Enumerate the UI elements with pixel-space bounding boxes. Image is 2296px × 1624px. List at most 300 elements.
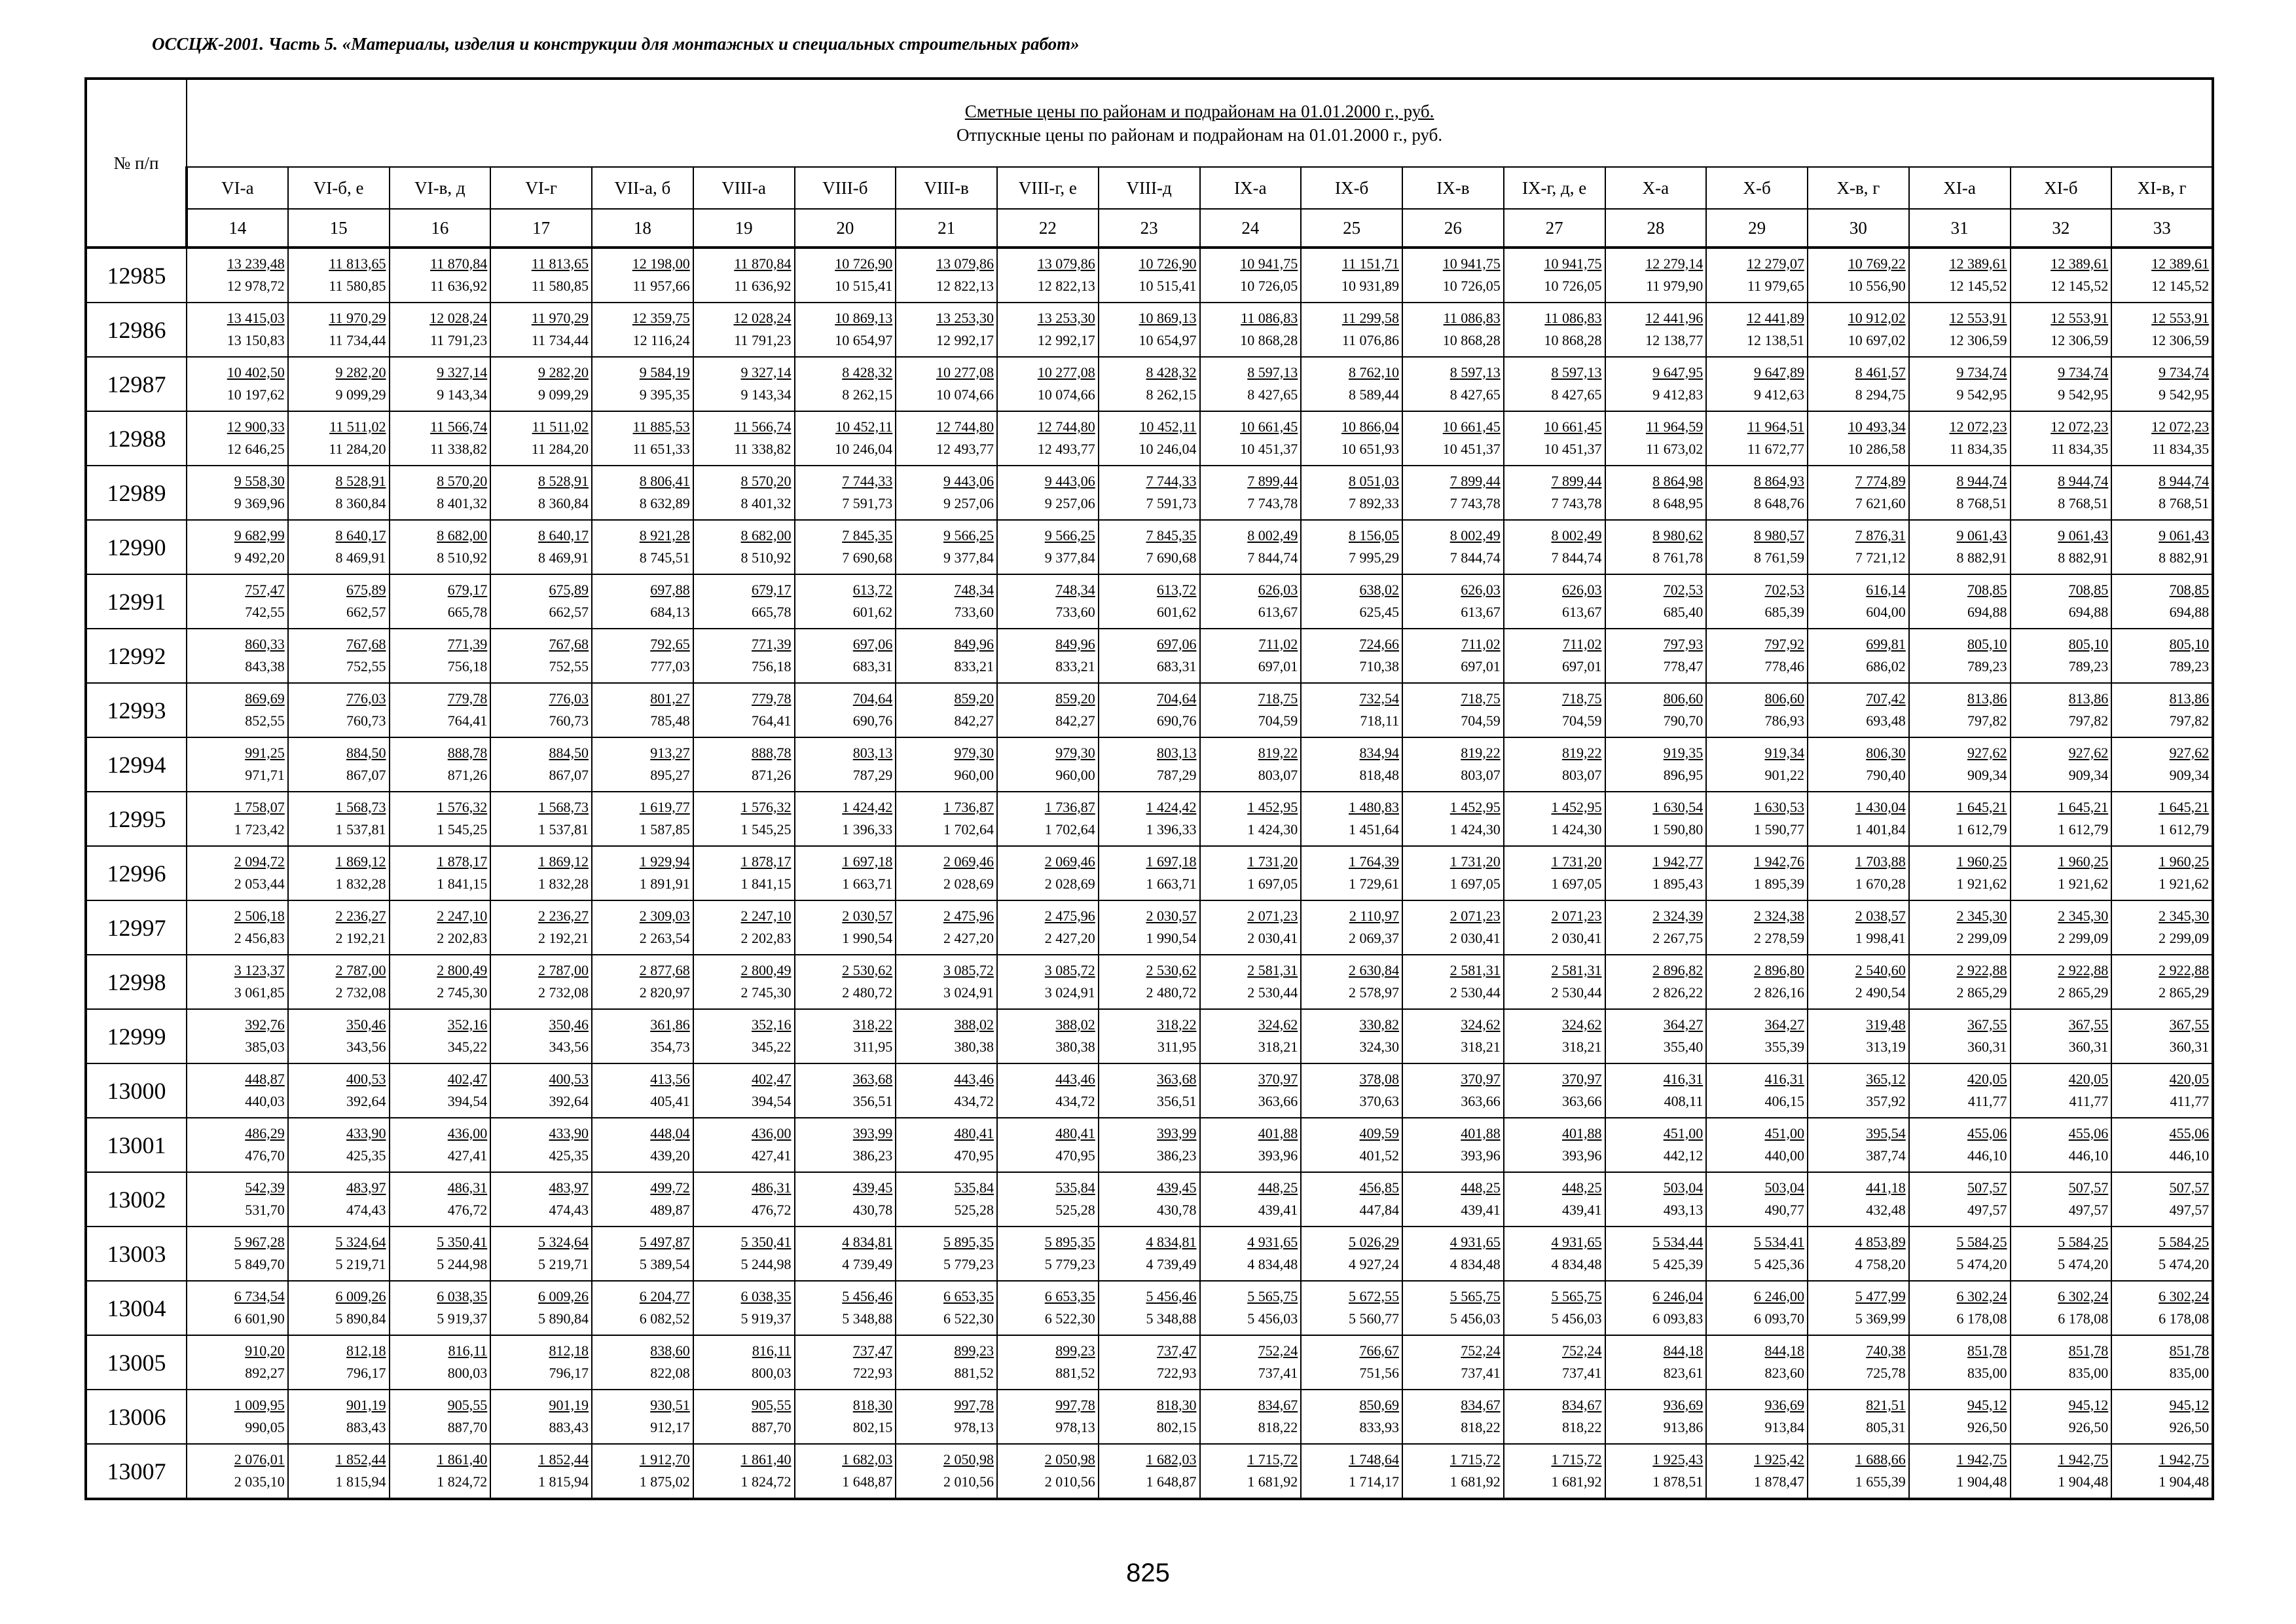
release-price: 704,59 [1461, 712, 1501, 729]
estimated-price: 11 970,29 [531, 309, 589, 326]
estimated-price: 4 853,89 [1855, 1233, 1906, 1250]
estimated-price: 12 279,07 [1747, 255, 1804, 272]
release-price: 6 178,08 [2159, 1310, 2210, 1327]
price-cell [1808, 846, 1909, 900]
price-cell [288, 248, 390, 303]
price-cell [896, 629, 997, 683]
estimated-price: 8 980,57 [1754, 526, 1804, 544]
release-price: 1 537,81 [538, 821, 589, 838]
price-cell [1301, 1118, 1402, 1172]
price-cell [1200, 1172, 1302, 1227]
price-cell [1099, 1118, 1200, 1172]
release-price: 355,39 [1764, 1038, 1804, 1055]
price-cell [1605, 1118, 1707, 1172]
estimated-price: 748,34 [1055, 581, 1095, 598]
release-price: 1 702,64 [1044, 821, 1095, 838]
price-cell [896, 737, 997, 792]
estimated-price: 638,02 [1359, 581, 1399, 598]
estimated-price: 905,55 [752, 1396, 792, 1413]
release-price: 913,84 [1764, 1418, 1804, 1435]
estimated-price: 2 530,62 [842, 961, 893, 978]
price-cell [1706, 520, 1808, 574]
header-release-prices: Отпускные цены по районам и подрайонам на 01.01.2000 г., руб. [957, 125, 1443, 145]
price-cell [490, 1444, 592, 1499]
estimated-price: 451,00 [1663, 1124, 1704, 1141]
estimated-price: 1 009,95 [234, 1396, 285, 1413]
release-price: 311,95 [1157, 1038, 1197, 1055]
estimated-price: 2 110,97 [1349, 907, 1399, 924]
estimated-price: 860,33 [245, 635, 285, 652]
release-price: 446,10 [1967, 1147, 2007, 1164]
table-row [86, 411, 2213, 466]
price-cell [1301, 520, 1402, 574]
price-cell [2111, 1227, 2213, 1281]
release-price: 490,77 [1764, 1201, 1804, 1218]
estimated-price: 919,34 [1764, 744, 1804, 761]
estimated-price: 1 878,17 [437, 853, 488, 870]
release-price: 5 474,20 [2058, 1255, 2109, 1272]
estimated-price: 1 452,95 [1551, 798, 1602, 815]
price-cell [187, 1172, 288, 1227]
price-cell [390, 737, 491, 792]
estimated-price: 483,97 [549, 1179, 589, 1196]
price-cell [390, 683, 491, 737]
release-price: 2 865,29 [2159, 984, 2210, 1001]
estimated-price: 851,78 [2068, 1342, 2109, 1359]
release-price: 385,03 [245, 1038, 285, 1055]
price-cell [1301, 357, 1402, 411]
price-cell [1706, 303, 1808, 357]
price-cell [1706, 1390, 1808, 1444]
release-price: 803,07 [1461, 766, 1501, 783]
price-cell [1504, 1444, 1605, 1499]
estimated-price: 859,20 [1055, 690, 1095, 707]
estimated-price: 901,19 [549, 1396, 589, 1413]
estimated-price: 413,56 [650, 1070, 690, 1087]
price-cell [390, 1063, 491, 1118]
price-cell [693, 574, 795, 629]
release-price: 9 492,20 [234, 549, 285, 566]
estimated-price: 884,50 [346, 744, 386, 761]
release-price: 10 868,28 [1240, 331, 1298, 348]
price-cell [997, 357, 1099, 411]
table-row [86, 955, 2213, 1009]
release-price: 797,82 [2169, 712, 2210, 729]
price-cell [896, 846, 997, 900]
release-price: 2 030,41 [1551, 929, 1602, 946]
release-price: 1 921,62 [1956, 875, 2007, 892]
release-price: 9 395,35 [639, 386, 690, 403]
estimated-price: 455,06 [1967, 1124, 2007, 1141]
release-price: 497,57 [1967, 1201, 2007, 1218]
row-code: 12990 [86, 520, 187, 574]
release-price: 697,01 [1258, 657, 1298, 674]
price-cell [592, 1063, 693, 1118]
estimated-price: 766,67 [1359, 1342, 1399, 1359]
column-number: 25 [1301, 209, 1402, 248]
price-cell [1099, 1444, 1200, 1499]
estimated-price: 2 236,27 [335, 907, 386, 924]
release-price: 2 530,44 [1449, 984, 1501, 1001]
price-cell [1909, 1063, 2011, 1118]
price-cell [1605, 466, 1707, 520]
estimated-price: 12 744,80 [1037, 418, 1095, 435]
estimated-price: 849,96 [1055, 635, 1095, 652]
price-cell [1808, 683, 1909, 737]
release-price: 497,57 [2169, 1201, 2210, 1218]
price-cell [1402, 1063, 1504, 1118]
release-price: 737,41 [1562, 1364, 1602, 1381]
release-price: 742,55 [245, 603, 285, 620]
price-cell [490, 1390, 592, 1444]
estimated-price: 367,55 [2068, 1016, 2109, 1033]
estimated-price: 10 402,50 [227, 363, 285, 380]
release-price: 737,41 [1461, 1364, 1501, 1381]
row-code: 12986 [86, 303, 187, 357]
release-price: 9 369,96 [234, 494, 285, 511]
estimated-price: 12 359,75 [632, 309, 690, 326]
column-number: 24 [1200, 209, 1302, 248]
release-price: 601,62 [1157, 603, 1197, 620]
release-price: 11 284,20 [531, 440, 589, 457]
estimated-price: 12 389,61 [2151, 255, 2210, 272]
release-price: 2 030,41 [1247, 929, 1298, 946]
region-header: VIII-д [1099, 167, 1200, 209]
estimated-price: 2 530,62 [1146, 961, 1197, 978]
release-price: 12 822,13 [1037, 277, 1095, 294]
row-code: 12997 [86, 900, 187, 955]
release-price: 800,03 [447, 1364, 488, 1381]
release-price: 6 093,83 [1652, 1310, 1704, 1327]
estimated-price: 392,76 [245, 1016, 285, 1033]
price-cell [1402, 683, 1504, 737]
release-price: 843,38 [245, 657, 285, 674]
price-cell [187, 1009, 288, 1063]
release-price: 2 530,44 [1247, 984, 1298, 1001]
price-cell [490, 1009, 592, 1063]
release-price: 6 178,08 [2058, 1310, 2109, 1327]
release-price: 13 150,83 [227, 331, 285, 348]
price-cell [490, 955, 592, 1009]
price-cell [693, 466, 795, 520]
price-cell [1808, 1227, 1909, 1281]
price-cell [896, 411, 997, 466]
release-price: 704,59 [1562, 712, 1602, 729]
release-price: 1 648,87 [1146, 1473, 1197, 1490]
release-price: 8 768,51 [1956, 494, 2007, 511]
price-cell [1504, 574, 1605, 629]
price-cell [795, 846, 896, 900]
release-price: 2 865,29 [2058, 984, 2109, 1001]
estimated-price: 5 026,29 [1349, 1233, 1399, 1250]
release-price: 439,41 [1461, 1201, 1501, 1218]
estimated-price: 806,30 [1866, 744, 1906, 761]
release-price: 604,00 [1866, 603, 1906, 620]
estimated-price: 8 528,91 [335, 472, 386, 489]
estimated-price: 888,78 [447, 744, 488, 761]
estimated-price: 1 878,17 [740, 853, 792, 870]
estimated-price: 12 198,00 [632, 255, 690, 272]
release-price: 6 601,90 [234, 1310, 285, 1327]
release-price: 2 490,54 [1855, 984, 1906, 1001]
estimated-price: 899,23 [1055, 1342, 1095, 1359]
price-cell [1605, 574, 1707, 629]
price-cell [896, 955, 997, 1009]
price-cell [1909, 1335, 2011, 1390]
estimated-price: 1 925,42 [1754, 1450, 1804, 1467]
release-price: 802,15 [852, 1418, 893, 1435]
estimated-price: 818,30 [1157, 1396, 1197, 1413]
release-price: 1 895,39 [1754, 875, 1804, 892]
price-cell [288, 1009, 390, 1063]
estimated-price: 1 576,32 [437, 798, 488, 815]
price-cell [1909, 411, 2011, 466]
release-price: 1 424,30 [1449, 821, 1501, 838]
estimated-price: 851,78 [2169, 1342, 2210, 1359]
column-number: 16 [390, 209, 491, 248]
release-price: 10 074,66 [1037, 386, 1095, 403]
release-price: 722,93 [852, 1364, 893, 1381]
price-cell [288, 1281, 390, 1335]
estimated-price: 5 534,41 [1754, 1233, 1804, 1250]
price-cell [592, 1281, 693, 1335]
release-price: 1 697,05 [1449, 875, 1501, 892]
release-price: 357,92 [1866, 1092, 1906, 1109]
estimated-price: 8 570,20 [740, 472, 792, 489]
price-cell [1200, 683, 1302, 737]
price-cell [1301, 629, 1402, 683]
price-cell [1504, 629, 1605, 683]
release-price: 1 921,62 [2159, 875, 2210, 892]
price-cell [1200, 1227, 1302, 1281]
release-price: 9 377,84 [943, 549, 994, 566]
row-code: 12994 [86, 737, 187, 792]
estimated-price: 11 086,83 [1443, 309, 1501, 326]
release-price: 392,64 [549, 1092, 589, 1109]
release-price: 10 246,04 [1139, 440, 1197, 457]
release-price: 5 890,84 [538, 1310, 589, 1327]
estimated-price: 702,53 [1663, 581, 1704, 598]
price-cell [1402, 1118, 1504, 1172]
release-price: 665,78 [447, 603, 488, 620]
release-price: 10 868,28 [1544, 331, 1602, 348]
price-cell [1504, 955, 1605, 1009]
price-cell [1099, 248, 1200, 303]
estimated-price: 1 912,70 [639, 1450, 690, 1467]
estimated-price: 6 038,35 [740, 1287, 792, 1304]
release-price: 11 338,82 [430, 440, 488, 457]
estimated-price: 679,17 [752, 581, 792, 598]
price-cell [1504, 1390, 1605, 1444]
price-cell [187, 629, 288, 683]
release-price: 1 681,92 [1449, 1473, 1501, 1490]
column-number: 19 [693, 209, 795, 248]
release-price: 8 761,59 [1754, 549, 1804, 566]
price-cell [795, 1335, 896, 1390]
estimated-price: 927,62 [1967, 744, 2007, 761]
region-header: VI-в, д [390, 167, 491, 209]
release-price: 1 612,79 [2159, 821, 2210, 838]
release-price: 425,35 [346, 1147, 386, 1164]
release-price: 912,17 [650, 1418, 690, 1435]
release-price: 926,50 [2169, 1418, 2210, 1435]
release-price: 10 654,97 [1139, 331, 1197, 348]
price-cell [2111, 1009, 2213, 1063]
estimated-price: 1 736,87 [943, 798, 994, 815]
release-price: 387,74 [1866, 1147, 1906, 1164]
release-price: 2 745,30 [437, 984, 488, 1001]
release-price: 694,88 [2169, 603, 2210, 620]
release-price: 11 580,85 [531, 277, 589, 294]
price-cell [1909, 574, 2011, 629]
price-cell [592, 1172, 693, 1227]
price-cell [1808, 1281, 1909, 1335]
estimated-price: 1 645,21 [2159, 798, 2210, 815]
price-cell [997, 411, 1099, 466]
release-price: 685,39 [1764, 603, 1804, 620]
estimated-price: 12 072,23 [2050, 418, 2109, 435]
estimated-price: 779,78 [752, 690, 792, 707]
estimated-price: 5 565,75 [1449, 1287, 1501, 1304]
estimated-price: 11 566,74 [430, 418, 488, 435]
estimated-price: 849,96 [954, 635, 994, 652]
release-price: 710,38 [1359, 657, 1399, 674]
price-cell [1402, 900, 1504, 955]
estimated-price: 393,99 [852, 1124, 893, 1141]
release-price: 2 427,20 [1044, 929, 1095, 946]
release-price: 785,48 [650, 712, 690, 729]
estimated-price: 393,99 [1157, 1124, 1197, 1141]
estimated-price: 771,39 [752, 635, 792, 652]
release-price: 5 456,03 [1551, 1310, 1602, 1327]
release-price: 7 844,74 [1449, 549, 1501, 566]
estimated-price: 8 806,41 [639, 472, 690, 489]
price-cell [997, 248, 1099, 303]
column-number: 22 [997, 209, 1099, 248]
estimated-price: 5 497,87 [639, 1233, 690, 1250]
estimated-price: 13 415,03 [227, 309, 285, 326]
release-price: 393,96 [1461, 1147, 1501, 1164]
release-price: 6 082,52 [639, 1310, 690, 1327]
estimated-price: 927,62 [2169, 744, 2210, 761]
price-cell [1402, 248, 1504, 303]
release-price: 411,77 [2069, 1092, 2109, 1109]
estimated-price: 400,53 [346, 1070, 386, 1087]
estimated-price: 9 443,06 [1044, 472, 1095, 489]
price-cell [187, 411, 288, 466]
estimated-price: 697,88 [650, 581, 690, 598]
region-header: VIII-а [693, 167, 795, 209]
release-price: 12 306,59 [1949, 331, 2007, 348]
estimated-price: 1 869,12 [538, 853, 589, 870]
release-price: 11 834,35 [1950, 440, 2007, 457]
estimated-price: 535,84 [954, 1179, 994, 1196]
price-cell [795, 1063, 896, 1118]
estimated-price: 7 876,31 [1855, 526, 1906, 544]
release-price: 442,12 [1663, 1147, 1704, 1164]
release-price: 684,13 [650, 603, 690, 620]
estimated-price: 367,55 [2169, 1016, 2210, 1033]
release-price: 1 921,62 [2058, 875, 2109, 892]
release-price: 5 389,54 [639, 1255, 690, 1272]
estimated-price: 8 682,00 [437, 526, 488, 544]
price-cell [1605, 1281, 1707, 1335]
release-price: 434,72 [1055, 1092, 1095, 1109]
estimated-price: 350,46 [346, 1016, 386, 1033]
release-price: 489,87 [650, 1201, 690, 1218]
price-cell [1504, 520, 1605, 574]
estimated-price: 859,20 [954, 690, 994, 707]
price-cell [1605, 357, 1707, 411]
estimated-price: 9 558,30 [234, 472, 285, 489]
estimated-price: 5 584,25 [2058, 1233, 2109, 1250]
price-cell [896, 248, 997, 303]
estimated-price: 324,62 [1562, 1016, 1602, 1033]
price-cell [2111, 846, 2213, 900]
price-cell [490, 1118, 592, 1172]
estimated-price: 10 277,08 [1037, 363, 1095, 380]
column-number: 14 [187, 209, 288, 248]
release-price: 613,67 [1461, 603, 1501, 620]
price-cell [1504, 1009, 1605, 1063]
price-cell [1504, 900, 1605, 955]
price-cell [288, 629, 390, 683]
release-price: 476,72 [752, 1201, 792, 1218]
price-cell [1504, 1281, 1605, 1335]
price-cell [1200, 1390, 1302, 1444]
price-cell [1808, 574, 1909, 629]
price-cell [1099, 520, 1200, 574]
price-cell [490, 248, 592, 303]
release-price: 1 841,15 [740, 875, 792, 892]
release-price: 1 824,72 [740, 1473, 792, 1490]
estimated-price: 9 682,99 [234, 526, 285, 544]
price-cell [1909, 248, 2011, 303]
price-cell [1808, 357, 1909, 411]
region-header: VIII-б [795, 167, 896, 209]
price-cell [592, 1335, 693, 1390]
release-price: 1 841,15 [437, 875, 488, 892]
release-price: 1 990,54 [1146, 929, 1197, 946]
price-cell [2011, 629, 2112, 683]
estimated-price: 6 302,24 [1956, 1287, 2007, 1304]
estimated-price: 361,86 [650, 1016, 690, 1033]
price-cell [1301, 900, 1402, 955]
release-price: 1 875,02 [639, 1473, 690, 1490]
estimated-price: 821,51 [1866, 1396, 1906, 1413]
estimated-price: 4 931,65 [1449, 1233, 1501, 1250]
release-price: 704,59 [1258, 712, 1298, 729]
estimated-price: 6 009,26 [335, 1287, 386, 1304]
release-price: 909,34 [1967, 766, 2007, 783]
release-price: 12 822,13 [936, 277, 994, 294]
price-cell [1504, 792, 1605, 846]
price-cell [795, 683, 896, 737]
price-cell [490, 683, 592, 737]
price-cell [1605, 1444, 1707, 1499]
release-price: 11 651,33 [632, 440, 690, 457]
price-cell [795, 1390, 896, 1444]
release-price: 11 979,90 [1646, 277, 1704, 294]
estimated-price: 697,06 [852, 635, 893, 652]
estimated-price: 626,03 [1461, 581, 1501, 598]
price-cell [490, 629, 592, 683]
release-price: 978,13 [954, 1418, 994, 1435]
release-price: 725,78 [1866, 1364, 1906, 1381]
estimated-price: 2 922,88 [2058, 961, 2109, 978]
estimated-price: 499,72 [650, 1179, 690, 1196]
price-cell [1808, 411, 1909, 466]
